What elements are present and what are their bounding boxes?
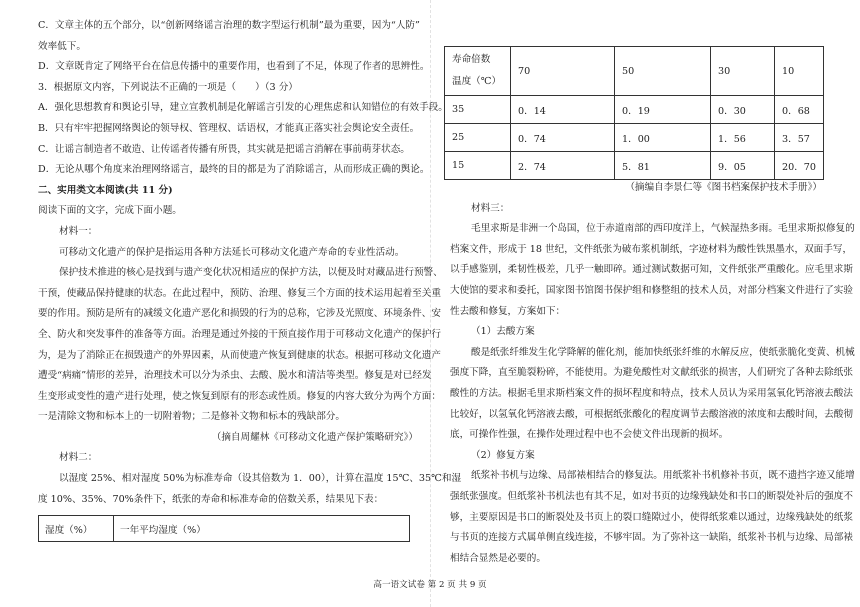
text-line: 效率低下。	[38, 40, 86, 52]
table-cell: 5．81	[615, 152, 711, 180]
table-row	[445, 96, 824, 124]
text-line: 相结合显然是必要的。	[450, 552, 546, 564]
text-line: 档案文件，形成于 18 世纪，文件纸张为破布浆机制纸，字迹材料为酸性铁黑墨水，双面手写，	[450, 243, 853, 255]
corner-cell	[445, 47, 511, 96]
text-line: （2）修复方案	[471, 449, 535, 461]
text-line: 与书页的连接方式属单侧直线连接，不够牢固。为了弥补这一缺陷，纸浆补书机与边缘、局部裱	[450, 532, 853, 544]
column-header: 50	[615, 47, 711, 96]
row-label: 25	[445, 124, 511, 152]
text-line: 要的作用。预防是所有的减缓文化遗产恶化和损毁的行为的总称，它涉及光照度、环境条件、安	[38, 308, 441, 320]
text-line: 干预，使藏品保持健康的状态。在此过程中，预防、治理、修复三个方面的技术运用起着至关重	[38, 287, 441, 299]
corner-bottom-label: 温度（℃）	[452, 76, 502, 87]
text-line: 一是清除文物和标本上的一切附着物；二是修补文物和标本的残缺部分。	[38, 411, 345, 423]
table-cell: 0．30	[711, 96, 775, 124]
corner-top-label: 寿命倍数	[452, 54, 491, 65]
page-fold-line	[430, 0, 431, 607]
text-line: 毛里求斯是非洲一个岛国，位于赤道南部的西印度洋上，气候湿热多雨。毛里求斯拟修复的	[471, 223, 855, 235]
text-line: D．文章既肯定了网络平台在信息传播中的重要作用，也看到了不足，体现了作者的思辨性。	[38, 61, 430, 73]
text-line: 底，可操作性强，在操作处理过程中也不会使文件出现新的损坏。	[450, 429, 729, 441]
text-line: 材料三：	[471, 202, 510, 214]
text-line: 材料二：	[59, 452, 98, 464]
text-line: 以手感鉴别，柔韧性极差，几乎一触即碎。通过测试数据可知，文件纸张严重酸化。应毛里求斯	[450, 264, 853, 276]
text-line: B．只有牢牢把握网络舆论的领导权、管理权、话语权，才能真正落实社会舆论安全责任。	[38, 122, 420, 134]
text-line: 3．根据原文内容，下列说法不正确的一项是（ ）（3 分）	[38, 81, 298, 93]
table-cell: 0．14	[511, 96, 615, 124]
text-line: 度 10%、35%、70%条件下，纸张的寿命和标准寿命的倍数关系，结果见下表：	[38, 493, 384, 505]
paper-lifespan-table	[444, 46, 824, 180]
table-row	[445, 124, 824, 152]
table-cell: 20．70	[775, 152, 824, 180]
source-citation: （摘编自李景仁等《图书档案保护技术手册》）	[625, 182, 822, 193]
text-line: 性去酸和修复，方案如下：	[450, 305, 566, 317]
text-line: 酸是纸张纤维发生化学降解的催化剂，能加快纸张纤维的水解反应，使纸张脆化变黄、机械	[471, 346, 855, 358]
column-header: 70	[511, 47, 615, 96]
table-cell: 0．19	[615, 96, 711, 124]
text-line: 酸性的方法。根据毛里求斯档案文件的损坏程度和特点，技术人员认为采用氢氧化钙溶液去酸法	[450, 387, 853, 399]
text-line: （1）去酸方案	[471, 326, 535, 338]
text-line: 遭受“病痛”情形的差异，治理技术可以分为杀虫、去酸、脱水和清洁等类型。修复是对已经发	[38, 370, 432, 382]
text-line: A．强化思想教育和舆论引导，建立宣教机制是化解谣言引发的心理焦虑和认知错位的有效手段。	[38, 102, 448, 114]
text-line: 可移动文化遗产的保护是指运用各种方法延长可移动文化遗产寿命的专业性活动。	[59, 246, 405, 258]
left-column	[38, 16, 462, 510]
text-line: 材料一：	[59, 225, 98, 237]
text-line: 为，是为了消除正在损毁遗产的外界因素，从而使遗产恢复到健康的状态。根据可移动文化遗产	[38, 349, 441, 361]
column-header: 10	[775, 47, 824, 96]
table-cell: 1．00	[615, 124, 711, 152]
page-footer: 高一语文试卷 第 2 页 共 9 页	[373, 580, 487, 590]
row-label: 35	[445, 96, 511, 124]
table-row	[445, 152, 824, 180]
text-line: C．让谣言制造者不敢造、让传谣者传播有所畏，其实就是把谣言消解在事前萌芽状态。	[38, 143, 410, 155]
table-header-row	[445, 47, 824, 96]
text-line: 生变形或变性的遗产进行处理，使之恢复到原有的形态或性质。修复的内容大致分为两个方面：	[38, 390, 441, 402]
text-line: D．无论从哪个角度来治理网络谣言，最终的目的都是为了消除谣言，从而形成正确的舆论。	[38, 164, 430, 176]
source-citation: （摘自周耀林《可移动文化遗产保护策略研究》）	[211, 431, 418, 443]
table-cell: 0．68	[775, 96, 824, 124]
text-line: 强纸张强度。但纸浆补书机法也有其不足，如对书页的边缘残缺处和书口的断裂处补后的强度不	[450, 490, 853, 502]
text-line: 以湿度 25%、相对湿度 50%为标准寿命（设其倍数为 1．00），计算在温度 15℃、35℃和湿	[59, 473, 462, 485]
column-header: 30	[711, 47, 775, 96]
table-cell: 9．05	[711, 152, 775, 180]
table-cell: 0．74	[511, 124, 615, 152]
section-heading: 二、实用类文本阅读(共 11 分)	[38, 184, 173, 196]
text-line: 强度下降，直至脆裂粉碎，不能使用。为避免酸性对文献纸张的损害，人们研究了各种去除纸张	[450, 367, 853, 379]
text-line: 全、防火和突发事件的准备等方面。治理是通过外接的干预直接作用于可移动文化遗产的保护行	[38, 328, 441, 340]
table-cell: 3．57	[775, 124, 824, 152]
text-line: 纸浆补书机与边缘、局部裱相结合的修复法。用纸浆补书机修补书页，既不遗挡字迹又能增	[471, 470, 855, 482]
text-line: 阅读下面的文字，完成下面小题。	[38, 205, 182, 217]
humidity-header-table	[38, 515, 410, 542]
humidity-label-cell: 湿度（%）	[39, 516, 114, 542]
text-line: 比较好，以氢氧化钙溶液去酸，可根据纸张酸化的程度调节去酸溶液的浓度和去酸时间，去酸彻	[450, 408, 853, 420]
text-line: C．文章主体的五个部分，以“创新网络谣言治理的数字型运行机制”最为重要，因为“人防”	[38, 20, 420, 31]
table-cell: 1．56	[711, 124, 775, 152]
table-cell: 2．74	[511, 152, 615, 180]
text-line: 够，主要原因是书口的断裂处及书页上的裂口缝隙过小，使得纸浆难以通过，边缘残缺处的纸浆	[450, 511, 853, 523]
annual-humidity-label-cell: 一年平均湿度（%）	[114, 516, 410, 542]
text-line: 保护技术推进的核心是找到与遗产变化状况相适应的保护方法，以便及时对藏品进行预警、	[59, 267, 443, 279]
right-column	[450, 178, 855, 569]
row-label: 15	[445, 152, 511, 180]
text-line: 大使馆的要求和委托，国家图书馆图书保护组和修整组的技术人员，对部分档案文件进行了实验	[450, 284, 853, 296]
